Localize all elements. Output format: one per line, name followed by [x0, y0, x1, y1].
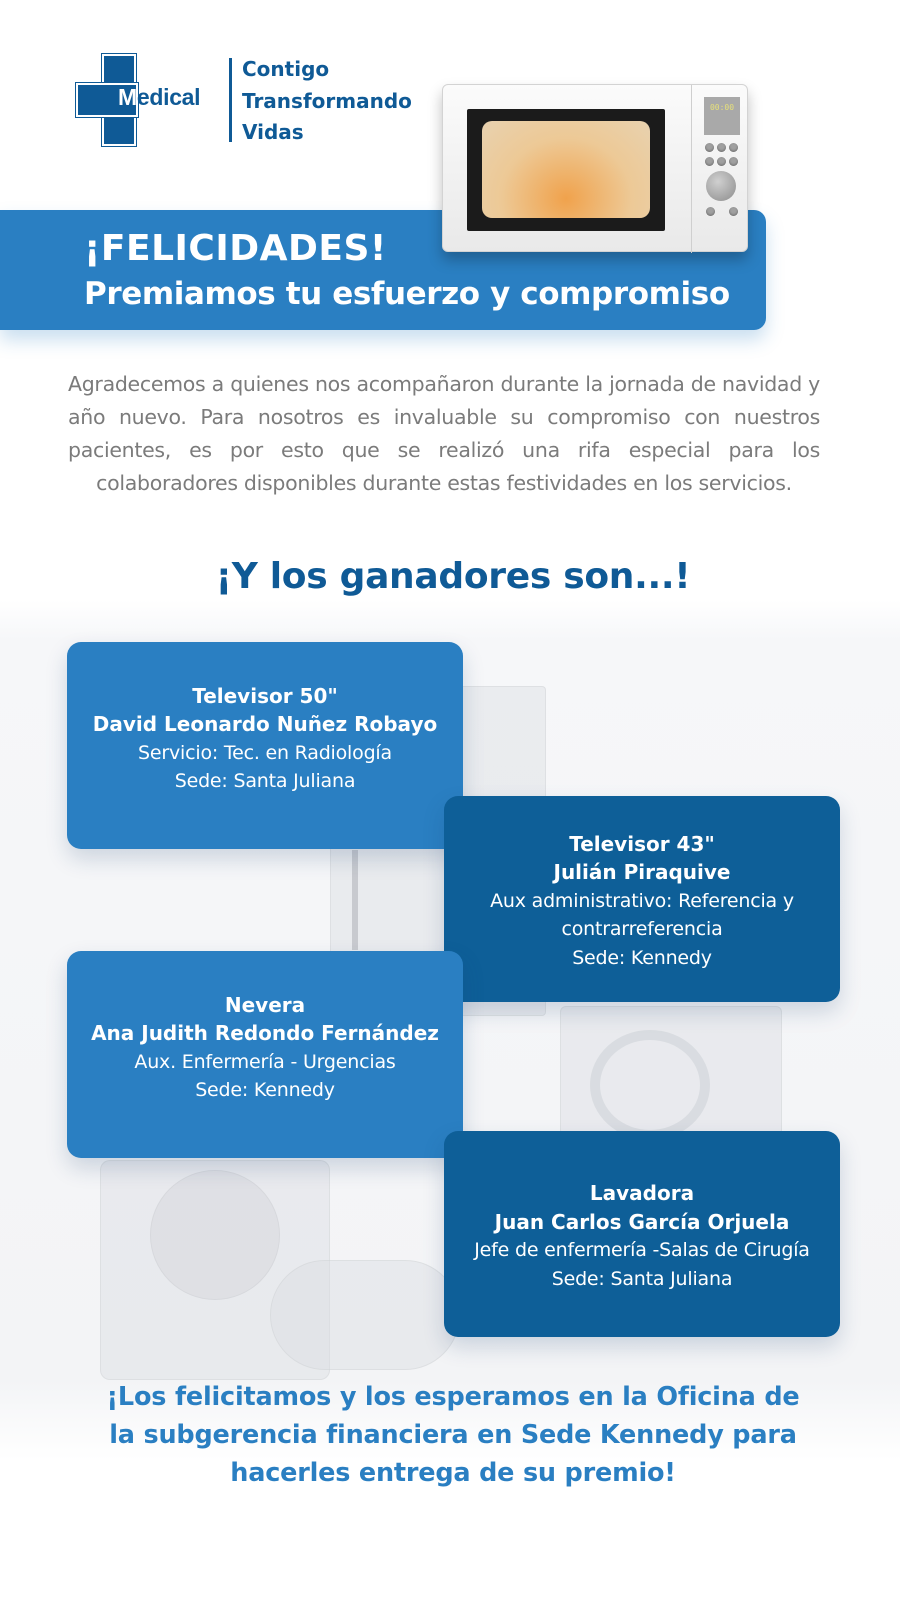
- winner-card: [67, 642, 463, 849]
- tagline-line: Transformando: [242, 88, 412, 113]
- intro-paragraph: Agradecemos a quienes nos acompañaron durante la jornada de navidad y año nuevo. Para nosotros es invaluable su compromiso con nuestros pacientes, es por esto que se realizó una rifa especial para los colaboradores disponibles durante estas festividades en los servicios.: [68, 372, 820, 495]
- microwave-image: [442, 84, 748, 252]
- logo-letter-m: M: [118, 84, 137, 110]
- vacuum-background-image: [270, 1260, 460, 1370]
- prize-label: Nevera: [224, 992, 306, 1017]
- winner-card: [444, 796, 840, 1002]
- winner-name: Ana Judith Redondo Fernández: [91, 1021, 439, 1045]
- winner-name: Juan Carlos García Orjuela: [494, 1209, 790, 1234]
- microwave-control-panel: [691, 85, 749, 253]
- winner-role: Aux administrativo: Referencia y contrarreferencia: [490, 889, 794, 941]
- winner-role: Jefe de enfermería -Salas de Cirugía: [474, 1239, 810, 1261]
- logo-wordmark: [118, 84, 200, 111]
- banner-title: ¡FELICIDADES!: [84, 228, 387, 269]
- winner-card: [444, 1131, 840, 1337]
- microwave-knob-icon: [706, 171, 736, 201]
- tagline-line: Vidas: [242, 120, 304, 144]
- footer-message: ¡Los felicitamos y los esperamos en la Oficina de la subgerencia financiera en Sede Kennedy para hacerles entrega de su premio!: [106, 1382, 800, 1488]
- winner-site: Sede: Santa Juliana: [551, 1267, 733, 1290]
- logo: [76, 54, 426, 146]
- winner-site: Sede: Kennedy: [195, 1079, 335, 1101]
- winner-name: Julián Piraquive: [553, 860, 731, 885]
- tagline-line: Contigo: [242, 57, 330, 81]
- vacuum-hose-background-image: [590, 1030, 710, 1140]
- winner-name: David Leonardo Nuñez Robayo: [92, 712, 438, 736]
- winner-site: Sede: Kennedy: [572, 946, 712, 969]
- winner-card: [67, 951, 463, 1158]
- winners-heading: ¡Y los ganadores son...!: [215, 556, 691, 597]
- tagline: [242, 54, 412, 149]
- fridge-handle: [352, 850, 358, 950]
- winner-role: Aux. Enfermería - Urgencias: [134, 1050, 396, 1073]
- winner-role: Servicio: Tec. en Radiología: [138, 741, 392, 764]
- winner-site: Sede: Santa Juliana: [174, 770, 356, 792]
- logo-divider: [229, 58, 232, 142]
- banner-subtitle: Premiamos tu esfuerzo y compromiso: [84, 276, 730, 312]
- logo-letters: edical: [136, 84, 201, 110]
- prize-label: Lavadora: [589, 1181, 695, 1205]
- prize-label: Televisor 50": [192, 683, 338, 708]
- prize-label: Televisor 43": [569, 831, 715, 856]
- microwave-window: [482, 121, 650, 218]
- microwave-display: 00:00: [704, 97, 740, 135]
- washer-drum: [150, 1170, 280, 1300]
- microwave-door: [467, 109, 665, 231]
